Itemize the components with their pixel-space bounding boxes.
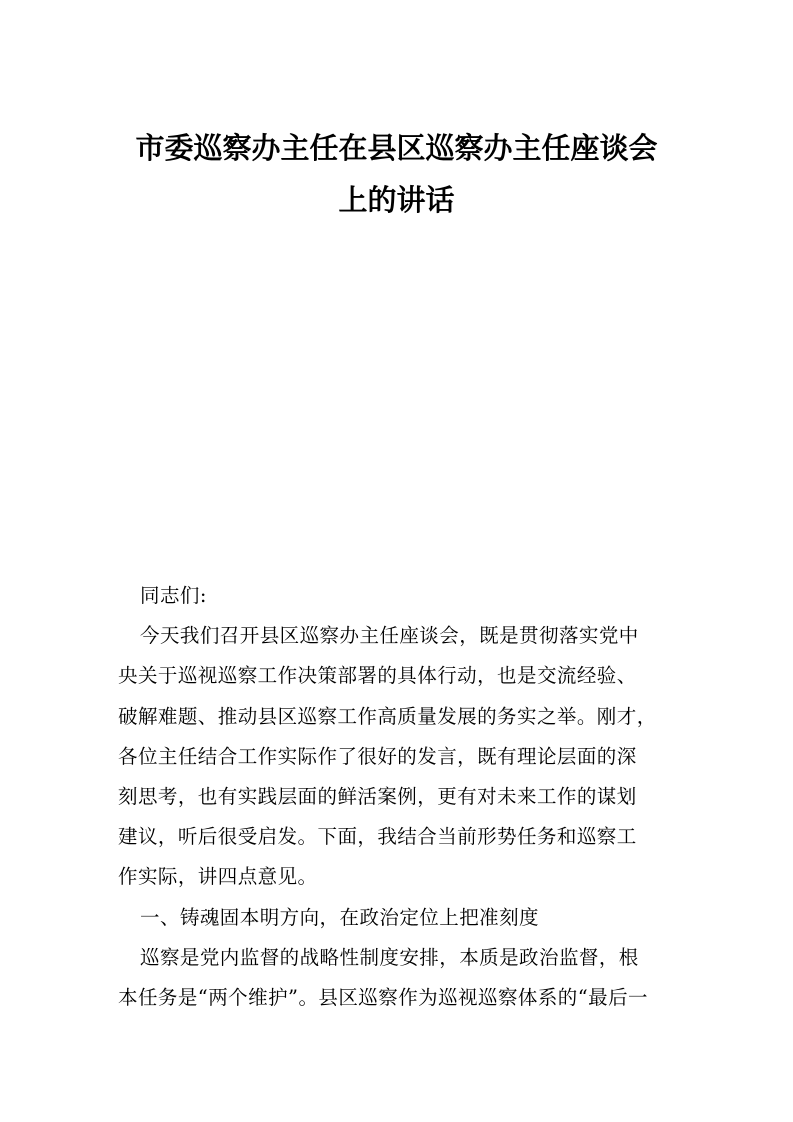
paragraph-line: 央关于巡视巡察工作决策部署的具体行动，也是交流经验、 xyxy=(118,664,637,688)
document-body xyxy=(118,576,678,1018)
paragraph-line: 各位主任结合工作实际作了很好的发言，既有理论层面的深 xyxy=(118,744,637,768)
paragraph-line: 作实际，讲四点意见。 xyxy=(118,865,318,889)
title-line-1: 市委巡察办主任在县区巡察办主任座谈会 xyxy=(135,131,658,165)
title-line-2: 上的讲话 xyxy=(338,183,455,217)
paragraph-line: 建议，听后很受启发。下面，我结合当前形势任务和巡察工 xyxy=(118,825,637,849)
paragraph-line: 巡察是党内监督的战略性制度安排，本质是政治监督，根 xyxy=(140,945,639,969)
paragraph-line: 破解难题、推动县区巡察工作高质量发展的务实之举。刚才， xyxy=(118,704,657,728)
document-title xyxy=(100,122,693,226)
paragraph-line: 刻思考，也有实践层面的鲜活案例，更有对未来工作的谋划 xyxy=(118,785,637,809)
section-heading: 一、铸魂固本明方向，在政治定位上把准刻度 xyxy=(140,905,540,929)
salutation: 同志们: xyxy=(140,584,207,607)
paragraph-line: 今天我们召开县区巡察办主任座谈会，既是贯彻落实党中 xyxy=(140,624,639,648)
paragraph-line: 本任务是“两个维护”。县区巡察作为巡视巡察体系的“最后一 xyxy=(118,986,649,1010)
